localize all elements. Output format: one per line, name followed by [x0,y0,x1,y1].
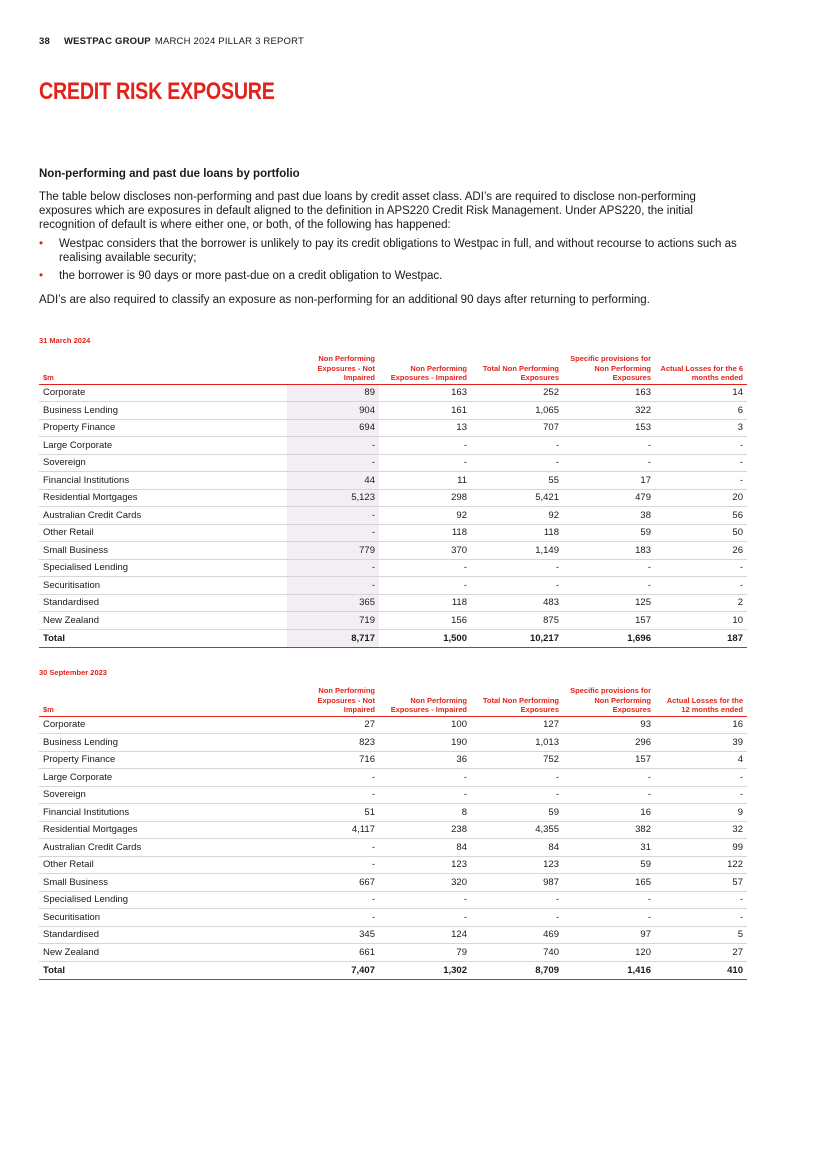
brand-name: WESTPAC GROUP [63,36,151,47]
table-row [39,944,747,962]
table-cell: 8 [379,804,471,822]
table-cell: 120 [563,944,655,962]
list-item [39,269,749,283]
table-cell: 161 [379,402,471,420]
table-cell: 183 [563,542,655,560]
table-cell: 4 [655,751,747,769]
table-row [39,542,747,560]
table-cell: 122 [655,856,747,874]
table-cell: 97 [563,926,655,944]
table-cell: 1,013 [471,734,563,752]
table-cell: 365 [287,594,379,612]
total-row [39,629,747,647]
table-cell: 99 [655,839,747,857]
row-label: Other Retail [39,524,287,542]
table-cell: 483 [471,594,563,612]
table-cell: 84 [471,839,563,857]
table-cell: - [563,909,655,927]
table-cell: 5,123 [287,489,379,507]
row-label: Residential Mortgages [39,489,287,507]
table-cell: 118 [471,524,563,542]
unit-header: $m [39,350,287,384]
table-cell: 752 [471,751,563,769]
table-cell: - [379,559,471,577]
row-label: Specialised Lending [39,559,287,577]
table-cell: 345 [287,926,379,944]
data-table [39,682,747,980]
column-header: Non Performing Exposures - Impaired [379,350,471,384]
row-label: Standardised [39,926,287,944]
intro-section [39,168,749,307]
table-body [39,716,747,979]
table-row [39,594,747,612]
table-cell: 1,500 [379,629,471,647]
table-cell: 4,355 [471,821,563,839]
table-row [39,909,747,927]
header-row [39,350,747,384]
table-cell: 92 [379,507,471,525]
table-row [39,577,747,595]
table-cell: 322 [563,402,655,420]
table-cell: 13 [379,419,471,437]
table-cell: - [287,909,379,927]
table-cell: 84 [379,839,471,857]
table-cell: - [287,786,379,804]
table-cell: 153 [563,419,655,437]
row-label: Large Corporate [39,769,287,787]
table-cell: - [471,909,563,927]
table-march-2024 [39,336,747,648]
table-cell: 59 [471,804,563,822]
table-cell: 1,065 [471,402,563,420]
table-cell: - [287,769,379,787]
table-cell: 6 [655,402,747,420]
table-cell: 39 [655,734,747,752]
bullet-icon: • [39,270,44,283]
table-cell: - [379,577,471,595]
table-cell: 661 [287,944,379,962]
table-cell: - [563,559,655,577]
table-cell: 16 [655,716,747,734]
row-label: Financial Institutions [39,804,287,822]
table-cell: 740 [471,944,563,962]
table-cell: 479 [563,489,655,507]
table-row [39,804,747,822]
table-cell: 2 [655,594,747,612]
table-cell: 17 [563,472,655,490]
row-label: Property Finance [39,751,287,769]
table-cell: 89 [287,384,379,402]
table-row [39,874,747,892]
table-cell: 1,302 [379,961,471,979]
row-label: Small Business [39,874,287,892]
table-cell: - [471,559,563,577]
table-cell: 252 [471,384,563,402]
table-cell: 987 [471,874,563,892]
table-row [39,751,747,769]
table-cell: - [655,437,747,455]
page-title: CREDIT RISK EXPOSURE [39,78,275,105]
table-cell: - [655,472,747,490]
table-cell: 1,149 [471,542,563,560]
table-cell: 26 [655,542,747,560]
table-cell: 118 [379,594,471,612]
table-cell: - [287,559,379,577]
table-row [39,926,747,944]
table-cell: 79 [379,944,471,962]
table-row [39,839,747,857]
table-cell: 92 [471,507,563,525]
table-cell: 20 [655,489,747,507]
table-cell: - [379,769,471,787]
table-cell: 123 [471,856,563,874]
table-cell: - [471,577,563,595]
column-header: Actual Losses for the 6 months ended [655,350,747,384]
table-cell: 779 [287,542,379,560]
table-body [39,384,747,647]
table-cell: - [563,786,655,804]
table-cell: 123 [379,856,471,874]
table-cell: 875 [471,612,563,630]
page-header [39,36,304,47]
table-cell: 469 [471,926,563,944]
table-cell: - [655,891,747,909]
table-cell: 707 [471,419,563,437]
table-cell: 904 [287,402,379,420]
column-header: Specific provisions for Non Performing Exposures [563,682,655,716]
row-label: Large Corporate [39,437,287,455]
table-cell: 157 [563,751,655,769]
table-cell: 124 [379,926,471,944]
column-header: Total Non Performing Exposures [471,682,563,716]
list-item [39,237,749,265]
row-label: Specialised Lending [39,891,287,909]
table-cell: 59 [563,856,655,874]
column-header: Specific provisions for Non Performing Exposures [563,350,655,384]
total-row [39,961,747,979]
intro-paragraph: The table below discloses non-performing and past due loans by credit asset class. ADI’s are required to disclose non-performing exposures which are exposures in default aligned to the definition in APS220 Credit Risk Management. Under APS220, the initial recognition of default is where either one, or both, of the following has happened: [39,191,696,232]
table-cell: 16 [563,804,655,822]
table-cell: - [379,891,471,909]
table-cell: 320 [379,874,471,892]
table-cell: 56 [655,507,747,525]
table-cell: 298 [379,489,471,507]
table-cell: - [655,577,747,595]
row-label: Securitisation [39,909,287,927]
table-cell: 8,717 [287,629,379,647]
column-header: Non Performing Exposures - Impaired [379,682,471,716]
table-cell: 100 [379,716,471,734]
table-cell: 1,696 [563,629,655,647]
table-row [39,402,747,420]
table-cell: - [655,454,747,472]
table-cell: 118 [379,524,471,542]
table-row [39,524,747,542]
table-cell: - [287,577,379,595]
table-cell: 4,117 [287,821,379,839]
table-row [39,472,747,490]
table-cell: 667 [287,874,379,892]
table-cell: - [563,891,655,909]
row-label: Business Lending [39,402,287,420]
table-cell: - [655,786,747,804]
table-cell: 9 [655,804,747,822]
row-label: Corporate [39,716,287,734]
table-september-2023 [39,668,747,980]
table-cell: 716 [287,751,379,769]
row-label: Australian Credit Cards [39,507,287,525]
header-row [39,682,747,716]
table-cell: - [287,507,379,525]
row-label: Business Lending [39,734,287,752]
table-date: 31 March 2024 [39,336,91,345]
table-cell: 163 [563,384,655,402]
table-cell: 719 [287,612,379,630]
table-cell: 823 [287,734,379,752]
bullet-list [39,237,749,284]
column-header: Non Performing Exposures - Not Impaired [287,682,379,716]
table-cell: 296 [563,734,655,752]
table-row [39,437,747,455]
table-row [39,769,747,787]
row-label: Total [39,629,287,647]
table-cell: 3 [655,419,747,437]
row-label: Standardised [39,594,287,612]
row-label: Corporate [39,384,287,402]
table-row [39,419,747,437]
table-cell: 55 [471,472,563,490]
row-label: Securitisation [39,577,287,595]
table-cell: 27 [287,716,379,734]
table-cell: - [471,891,563,909]
table-cell: 8,709 [471,961,563,979]
table-row [39,454,747,472]
page-number: 38 [39,36,50,47]
table-cell: 57 [655,874,747,892]
table-cell: 27 [655,944,747,962]
table-row [39,856,747,874]
table-cell: 93 [563,716,655,734]
table-cell: 5,421 [471,489,563,507]
table-row [39,384,747,402]
table-cell: 5 [655,926,747,944]
table-cell: 51 [287,804,379,822]
row-label: Property Finance [39,419,287,437]
table-cell: 38 [563,507,655,525]
table-cell: - [287,839,379,857]
row-label: Sovereign [39,454,287,472]
table-cell: 36 [379,751,471,769]
table-cell: 59 [563,524,655,542]
table-cell: 44 [287,472,379,490]
table-cell: - [655,559,747,577]
table-cell: 50 [655,524,747,542]
table-cell: - [287,454,379,472]
table-cell: - [563,437,655,455]
table-row [39,489,747,507]
column-header: Total Non Performing Exposures [471,350,563,384]
table-cell: - [655,769,747,787]
table-cell: - [287,856,379,874]
bullet-text: Westpac considers that the borrower is unlikely to pay its credit obligations to Westpac in full, and without recourse to actions such as realising available security; [59,237,737,264]
table-cell: 7,407 [287,961,379,979]
table-cell: - [287,524,379,542]
table-cell: 163 [379,384,471,402]
column-header: Actual Losses for the 12 months ended [655,682,747,716]
table-cell: - [471,786,563,804]
table-cell: - [563,577,655,595]
table-cell: 694 [287,419,379,437]
table-cell: - [655,909,747,927]
table-cell: 10 [655,612,747,630]
row-label: Sovereign [39,786,287,804]
bullet-text: the borrower is 90 days or more past-due on a credit obligation to Westpac. [59,270,443,283]
row-label: Financial Institutions [39,472,287,490]
table-cell: - [287,437,379,455]
table-cell: 157 [563,612,655,630]
report-title: MARCH 2024 PILLAR 3 REPORT [154,36,305,47]
table-cell: 127 [471,716,563,734]
table-row [39,612,747,630]
table-cell: - [379,437,471,455]
table-row [39,734,747,752]
row-label: Residential Mortgages [39,821,287,839]
table-row [39,891,747,909]
table-cell: 187 [655,629,747,647]
table-cell: - [287,891,379,909]
table-cell: - [471,769,563,787]
table-cell: 190 [379,734,471,752]
table-cell: 11 [379,472,471,490]
row-label: Small Business [39,542,287,560]
table-date: 30 September 2023 [39,668,107,677]
table-cell: - [563,454,655,472]
table-cell: 382 [563,821,655,839]
table-cell: - [471,454,563,472]
table-cell: - [379,786,471,804]
row-label: Total [39,961,287,979]
table-cell: - [379,454,471,472]
table-cell: 31 [563,839,655,857]
table-cell: 165 [563,874,655,892]
row-label: Australian Credit Cards [39,839,287,857]
table-cell: 370 [379,542,471,560]
table-row [39,559,747,577]
table-cell: 32 [655,821,747,839]
table-cell: 10,217 [471,629,563,647]
row-label: Other Retail [39,856,287,874]
table-cell: 125 [563,594,655,612]
row-label: New Zealand [39,944,287,962]
table-cell: - [563,769,655,787]
table-row [39,507,747,525]
section-subtitle: Non-performing and past due loans by portfolio [39,168,300,180]
data-table [39,350,747,648]
table-cell: 14 [655,384,747,402]
table-cell: - [379,909,471,927]
closing-paragraph: ADI’s are also required to classify an exposure as non-performing for an additional 90 days after returning to performing. [39,294,650,307]
table-cell: - [471,437,563,455]
table-row [39,786,747,804]
unit-header: $m [39,682,287,716]
table-cell: 410 [655,961,747,979]
table-cell: 238 [379,821,471,839]
table-cell: 1,416 [563,961,655,979]
table-cell: 156 [379,612,471,630]
bullet-icon: • [39,237,44,250]
table-row [39,716,747,734]
column-header: Non Performing Exposures - Not Impaired [287,350,379,384]
row-label: New Zealand [39,612,287,630]
table-row [39,821,747,839]
